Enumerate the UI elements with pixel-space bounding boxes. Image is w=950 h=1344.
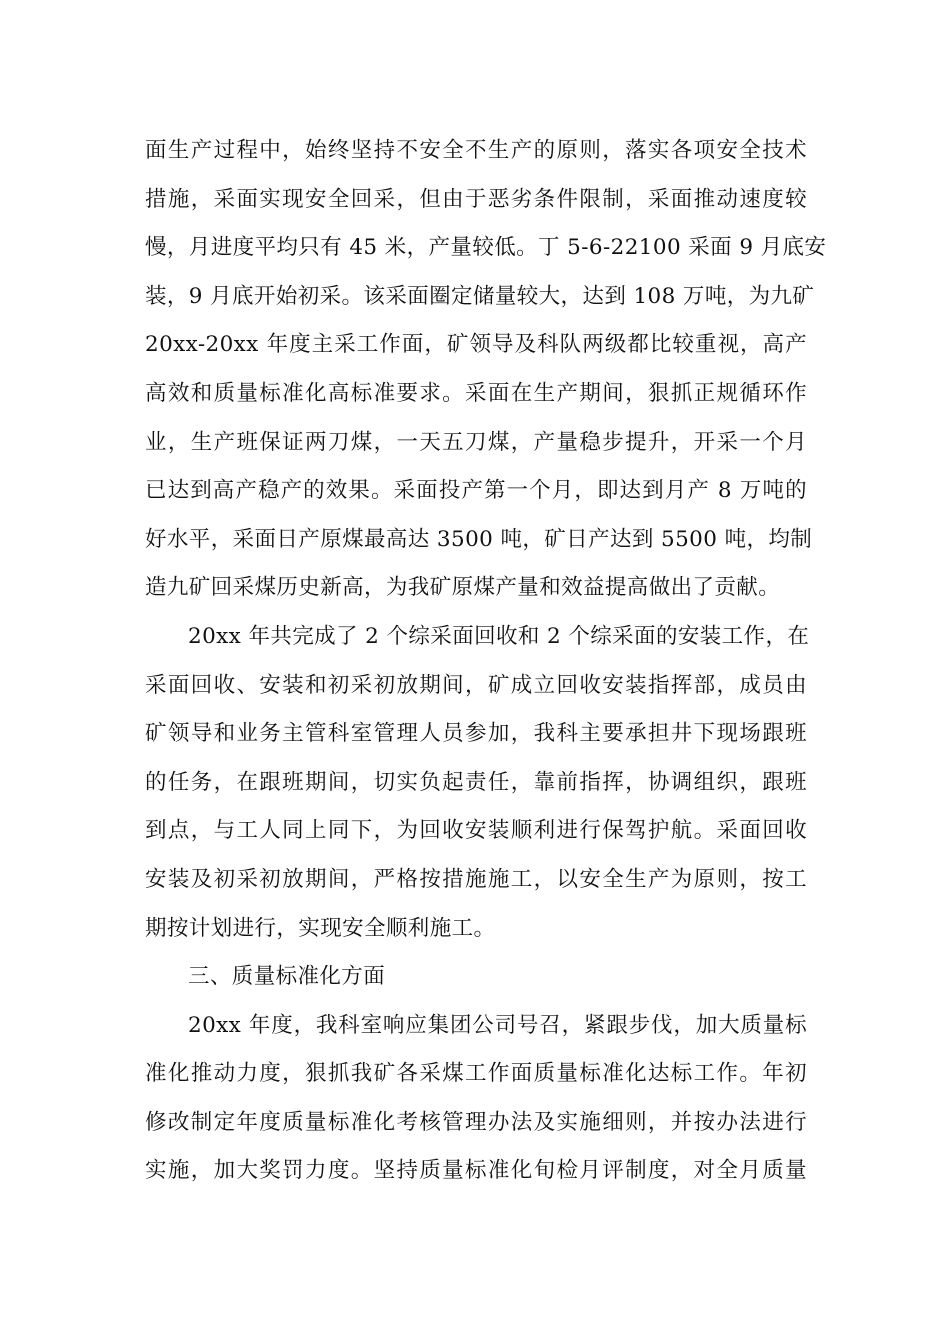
text-line: 装，9 月底开始初采。该采面圈定储量较大，达到 108 万吨，为九矿 — [145, 283, 815, 309]
document-body — [145, 127, 827, 1196]
paragraph-3 — [145, 1002, 807, 1196]
text-line: 业，生产班保证两刀煤，一天五刀煤，产量稳步提升，开采一个月 — [145, 429, 807, 455]
text-line: 高效和质量标准化高标准要求。采面在生产期间，狠抓正规循环作 — [145, 380, 807, 406]
paragraph-2 — [145, 613, 810, 953]
text-line: 20xx 年度，我科室响应集团公司号召，紧跟步伐，加大质量标 — [188, 1012, 807, 1038]
text-line: 的任务，在跟班期间，切实负起责任，靠前指挥，协调组织，跟班 — [145, 769, 807, 795]
section-heading — [145, 953, 807, 1002]
text-line: 矿领导和业务主管科室管理人员参加，我科主要承担井下现场跟班 — [145, 721, 807, 747]
text-line: 实施，加大奖罚力度。坚持质量标准化旬检月评制度，对全月质量 — [145, 1158, 807, 1184]
paragraph-1 — [145, 127, 827, 613]
text-line: 20xx 年共完成了 2 个综采面回收和 2 个综采面的安装工作，在 — [188, 623, 810, 649]
heading-line: 三、质量标准化方面 — [188, 964, 386, 990]
text-line: 期按计划进行，实现安全顺利施工。 — [145, 915, 496, 941]
text-line: 好水平，采面日产原煤最高达 3500 吨，矿日产达到 5500 吨，均制 — [145, 526, 813, 552]
text-line: 修改制定年度质量标准化考核管理办法及实施细则，并按办法进行 — [145, 1109, 807, 1135]
text-line: 措施，采面实现安全回采，但由于恶劣条件限制，采面推动速度较 — [145, 186, 807, 212]
text-line: 采面回收、安装和初采初放期间，矿成立回收安装指挥部，成员由 — [145, 672, 807, 698]
text-line: 已达到高产稳产的效果。采面投产第一个月，即达到月产 8 万吨的 — [145, 478, 807, 504]
text-line: 20xx-20xx 年度主采工作面，矿领导及科队两级都比较重视，高产 — [145, 332, 807, 358]
text-line: 安装及初采初放期间，严格按措施施工，以安全生产为原则，按工 — [145, 866, 807, 892]
text-line: 造九矿回采煤历史新高，为我矿原煤产量和效益提高做出了贡献。 — [145, 575, 781, 601]
text-line: 面生产过程中，始终坚持不安全不生产的原则，落实各项安全技术 — [145, 138, 807, 163]
text-line: 准化推动力度，狠抓我矿各采煤工作面质量标准化达标工作。年初 — [145, 1061, 807, 1087]
text-line: 慢，月进度平均只有 45 米，产量较低。丁 5-6-22100 采面 9 月底安 — [145, 235, 827, 261]
text-line: 到点，与工人同上同下，为回收安装顺利进行保驾护航。采面回收 — [145, 818, 807, 844]
